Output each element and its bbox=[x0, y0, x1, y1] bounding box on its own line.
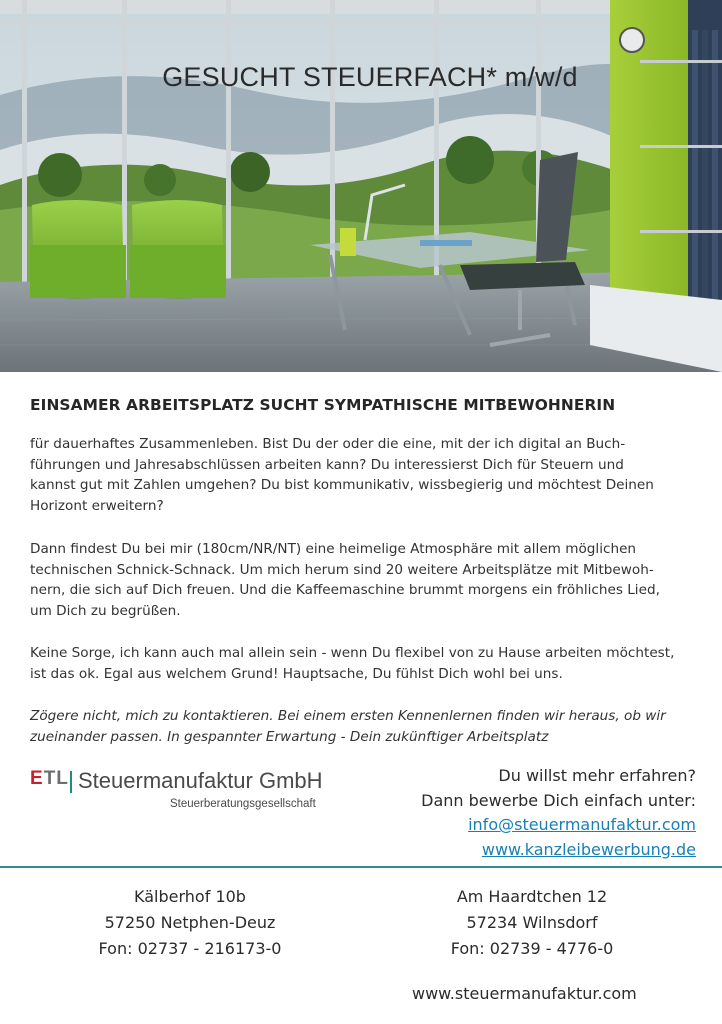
office-illustration bbox=[0, 0, 722, 372]
text-line: ist das ok. Egal aus welchem Grund! Hauptsache, Du fühlst Dich wohl bei uns. bbox=[30, 665, 563, 682]
hero-title: GESUCHT STEUERFACH* m/w/d bbox=[162, 62, 578, 92]
text-line: führungen und Jahresabschlüssen arbeiten kann? Du interessierst Dich für Steuern und bbox=[30, 456, 624, 473]
text-line: Dann findest Du bei mir (180cm/NR/NT) eine heimelige Atmosphäre mit allem möglichen bbox=[30, 541, 637, 557]
text-line: nern, die sich auf Dich freuen. Und die Kaffeemaschine brummt morgens ein fröhliches Lied, bbox=[30, 582, 660, 598]
logo-letters-tl: TL bbox=[43, 768, 69, 789]
footer-divider bbox=[0, 866, 722, 868]
paragraph-intro bbox=[30, 434, 706, 516]
hero-image bbox=[0, 0, 722, 372]
paragraph-closing bbox=[30, 706, 706, 747]
etl-logo-mark bbox=[30, 768, 69, 790]
paragraph-atmosphere bbox=[30, 539, 706, 621]
text-line: technischen Schnick-Schnack. Um mich herum sind 20 weitere Arbeitsplätze mit Mitbewoh- bbox=[30, 561, 654, 578]
text-line: Keine Sorge, ich kann auch mal allein sein - wenn Du flexibel von zu Hause arbeiten möchtest, bbox=[30, 645, 675, 661]
email-link[interactable]: info@steuermanufaktur.com bbox=[468, 815, 696, 834]
address-street: Kälberhof 10b bbox=[134, 887, 246, 906]
text-line: kannst gut mit Zahlen umgehen? Du bist kommunikativ, wissbegierig und möchtest Deinen bbox=[30, 477, 654, 493]
address-phone: Fon: 02737 - 216173-0 bbox=[98, 939, 282, 958]
text-line: um Dich zu begrüßen. bbox=[30, 602, 181, 619]
text-line: für dauerhaftes Zusammenleben. Bist Du der oder die eine, mit der ich digital an Buch- bbox=[30, 436, 626, 452]
address-city: 57250 Netphen-Deuz bbox=[104, 913, 276, 932]
cta-line-1: Du willst mehr erfahren? bbox=[498, 766, 696, 785]
application-website-link[interactable]: www.kanzleibewerbung.de bbox=[481, 839, 696, 859]
text-line: Horizont erweitern? bbox=[30, 497, 164, 514]
text-line: Zögere nicht, mich zu kontaktieren. Bei einem ersten Kennenlernen finden wir heraus, ob wir bbox=[30, 708, 666, 724]
text-line: zueinander passen. In gespannter Erwartung - Dein zukünftiger Arbeitsplatz bbox=[30, 728, 549, 745]
address-phone: Fon: 02739 - 4776-0 bbox=[450, 939, 614, 958]
cta-line-2: Dann bewerbe Dich einfach unter: bbox=[421, 790, 696, 810]
headline: EINSAMER ARBEITSPLATZ SUCHT SYMPATHISCHE MITBEWOHNERIN bbox=[30, 396, 616, 414]
company-name: Steuermanufaktur GmbH bbox=[78, 768, 323, 793]
logo-letter-e: E bbox=[30, 768, 44, 789]
company-subtitle: Steuerberatungsgesellschaft bbox=[170, 798, 316, 810]
company-website[interactable]: www.steuermanufaktur.com bbox=[412, 984, 637, 1003]
address-netphen bbox=[60, 884, 320, 962]
logo-separator bbox=[70, 771, 72, 793]
paragraph-remote bbox=[30, 643, 706, 684]
address-city: 57234 Wilnsdorf bbox=[466, 913, 598, 932]
call-to-action bbox=[421, 764, 696, 862]
address-street: Am Haardtchen 12 bbox=[456, 887, 608, 906]
address-wilnsdorf bbox=[402, 884, 662, 962]
